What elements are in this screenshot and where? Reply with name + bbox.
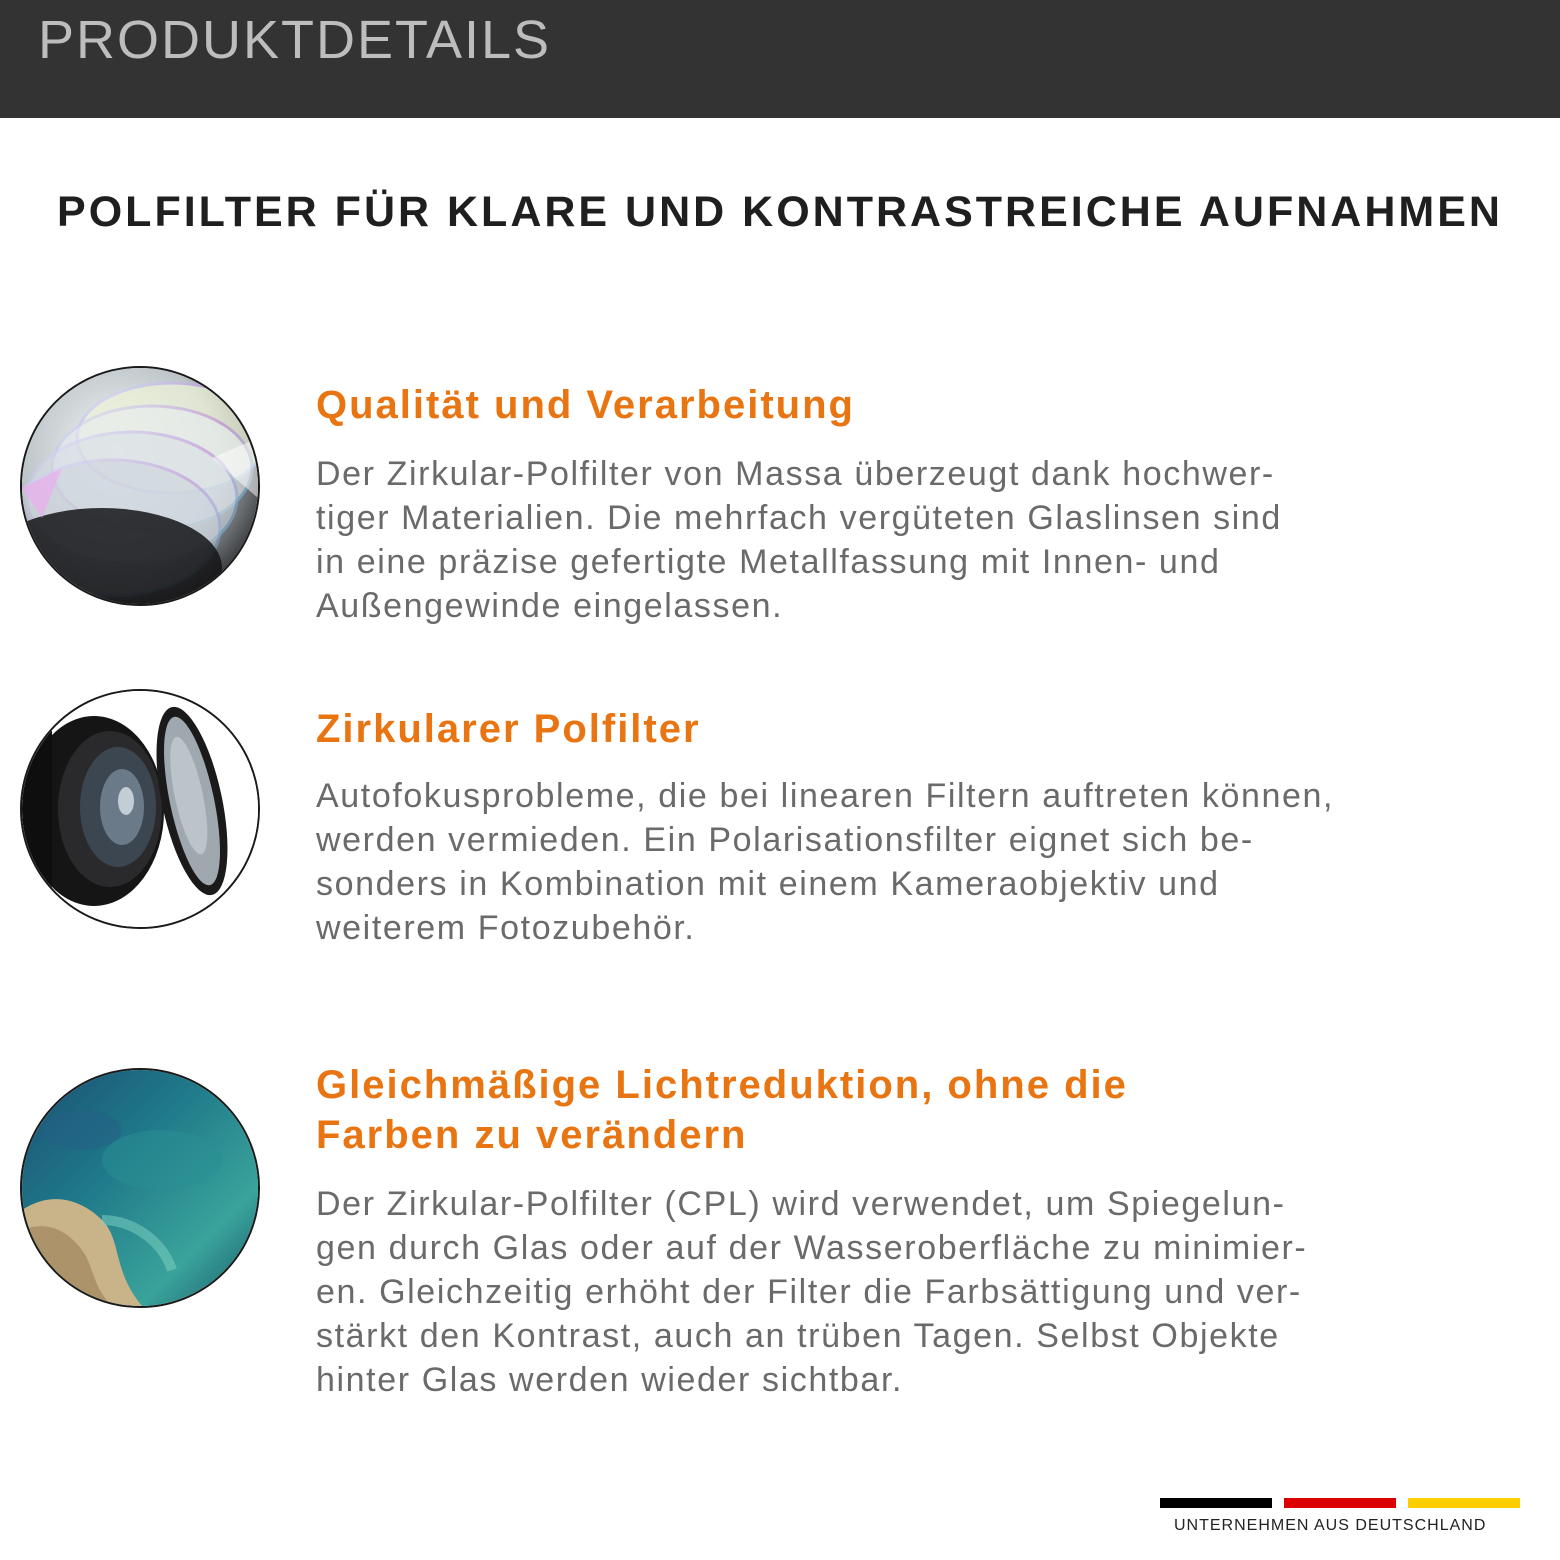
lens-with-filter-image — [20, 689, 260, 929]
flag-stripe-red — [1284, 1498, 1396, 1508]
coastal-water-image — [20, 1068, 260, 1308]
flag-stripe-black — [1160, 1498, 1272, 1508]
feature-text: Der Zirkular-Polfilter von Massa überzeugt dank hochwer- tiger Materialien. Die mehrfach vergüteten Glaslinsen sind in eine präzise gefertigte Metallfassung mit Innen- und Außengewinde eingelassen. — [316, 455, 1282, 625]
feature-text: Der Zirkular-Polfilter (CPL) wird verwendet, um Spiegelun- gen durch Glas oder auf der Wasseroberfläche zu minimier- en. Gleichzeitig erhöht der Filter die Farbsättigung und ver- stärkt den Kontrast, auch an trüben Tagen. Selbst Objekte hinter Glas werden wieder sichtbar. — [316, 1185, 1308, 1399]
flag-stripe-gold — [1408, 1498, 1520, 1508]
feature-text: Autofokusprobleme, die bei linearen Filtern auftreten können, werden vermieden. Ein Polarisationsfilter eignet sich be- sonders in Kombination mit einem Kameraobjektiv und weiterem Fotozubehör. — [316, 777, 1335, 947]
header-bar — [0, 0, 1560, 118]
feature-title: Gleichmäßige Lichtreduktion, ohne die Farben zu verändern — [316, 1063, 1128, 1157]
feature-title: Qualität und Verarbeitung — [316, 383, 855, 427]
header-title: PRODUKTDETAILS — [38, 10, 552, 70]
filter-glass-layers-image — [20, 366, 260, 606]
page-headline: POLFILTER FÜR KLARE UND KONTRASTREICHE AUFNAHMEN — [57, 188, 1503, 236]
made-in-germany-badge — [1160, 1498, 1522, 1542]
badge-text: UNTERNEHMEN AUS DEUTSCHLAND — [1174, 1517, 1487, 1534]
feature-title: Zirkularer Polfilter — [316, 707, 701, 751]
